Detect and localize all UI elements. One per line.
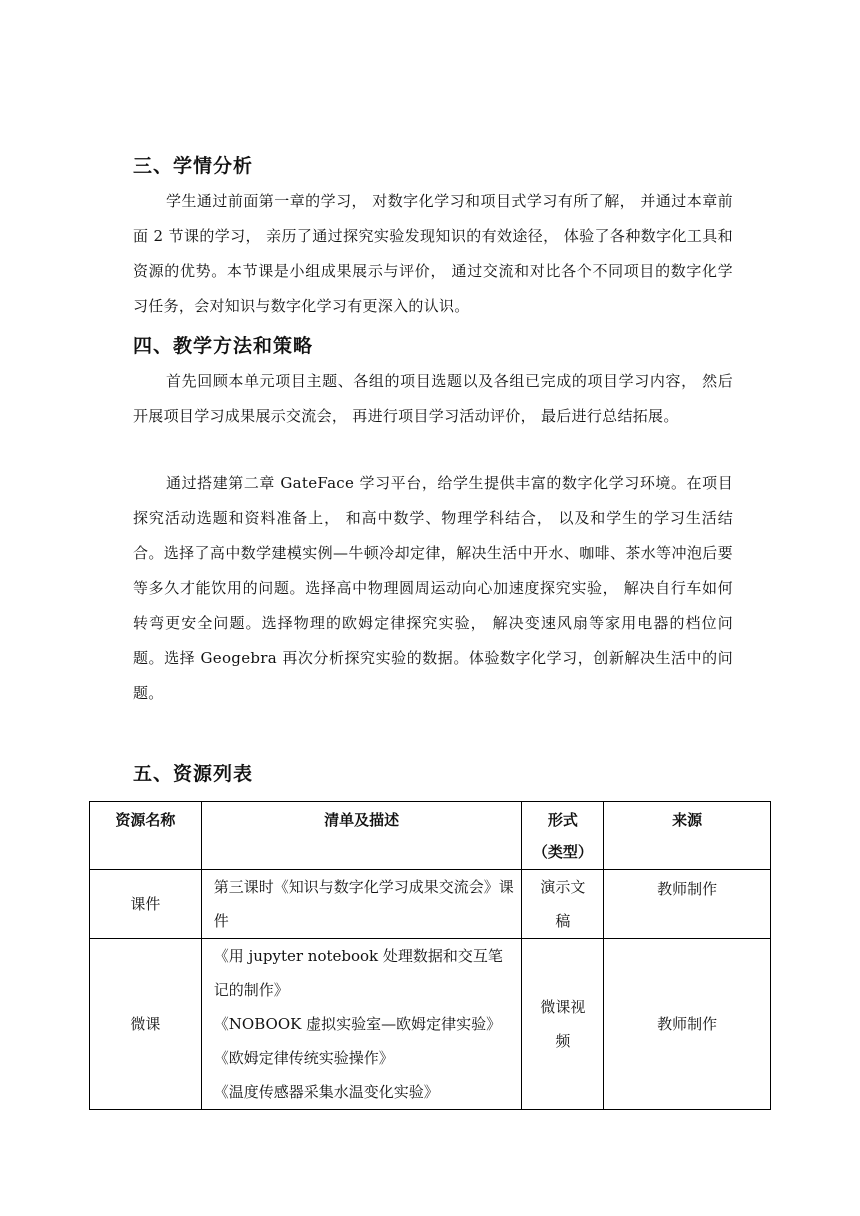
teaching-methods-paragraph-2: 通过搭建第二章 GateFace 学习平台，给学生提供丰富的数字化学习环境。在项目探究活动选题和资料准备上， 和高中数学、物理学科结合， 以及和学生的学习生活结合。选择了高中数学建模实例—牛顿冷却定律，解决生活中开水、咖啡、茶水等冲泡后要等多久才能饮用的问题。选择高中物理圆周运动向心加速度探究实验， 解决自行车如何转弯更安全问题。选择物理的欧姆定律探究实验， 解决变速风扇等家用电器的档位问题。选择 Geogebra 再次分析探究实验的数据。体验数字化学习，创新解决生活中的问题。 [133, 474, 733, 702]
row-source: 教师制作 [604, 870, 771, 939]
row-description [201, 870, 522, 939]
section-heading-learner-analysis: 三、学情分析 [133, 155, 254, 177]
row-description-line: 《欧姆定律传统实验操作》 [213, 1049, 394, 1067]
table-row [90, 939, 771, 1110]
header-form-line2: （类型） [532, 843, 593, 861]
row-description-line: 《温度传感器采集水温变化实验》 [213, 1083, 439, 1101]
row-form-line2: 频 [555, 1032, 571, 1050]
row-source: 教师制作 [604, 939, 771, 1110]
header-resource-name: 资源名称 [90, 802, 202, 870]
table-header-row [90, 802, 771, 870]
header-list-description: 清单及描述 [201, 802, 522, 870]
row-form [522, 939, 604, 1110]
row-name: 微课 [90, 939, 202, 1110]
row-description-line: 第三课时《知识与数字化学习成果交流会》课件 [213, 878, 514, 930]
section-heading-teaching-methods: 四、教学方法和策略 [133, 335, 314, 357]
row-form-line1: 演示文 [540, 878, 586, 896]
row-description-line: 《用 jupyter notebook 处理数据和交互笔记的制作》 [213, 947, 503, 999]
row-description-line: 《NOBOOK 虚拟实验室—欧姆定律实验》 [213, 1015, 502, 1033]
row-form [522, 870, 604, 939]
row-description [201, 939, 522, 1110]
table-row [90, 870, 771, 939]
header-form-type [522, 802, 604, 870]
resource-table [89, 801, 771, 1110]
row-form-line1: 微课视 [540, 998, 586, 1016]
header-source: 来源 [604, 802, 771, 870]
header-form-line1: 形式 [547, 811, 578, 829]
learner-analysis-paragraph: 学生通过前面第一章的学习， 对数字化学习和项目式学习有所了解， 并通过本章前面 2 节课的学习， 亲历了通过探究实验发现知识的有效途径， 体验了各种数字化工具和资源的优势。本节课是小组成果展示与评价， 通过交流和对比各个不同项目的数字化学习任务，会对知识与数字化学习有更深入的认识。 [133, 192, 733, 315]
teaching-methods-paragraph-1: 首先回顾本单元项目主题、各组的项目选题以及各组已完成的项目学习内容， 然后开展项目学习成果展示交流会， 再进行项目学习活动评价， 最后进行总结拓展。 [133, 372, 733, 425]
section-heading-resource-list: 五、资源列表 [133, 763, 254, 785]
row-form-line2: 稿 [555, 912, 571, 930]
row-name: 课件 [90, 870, 202, 939]
